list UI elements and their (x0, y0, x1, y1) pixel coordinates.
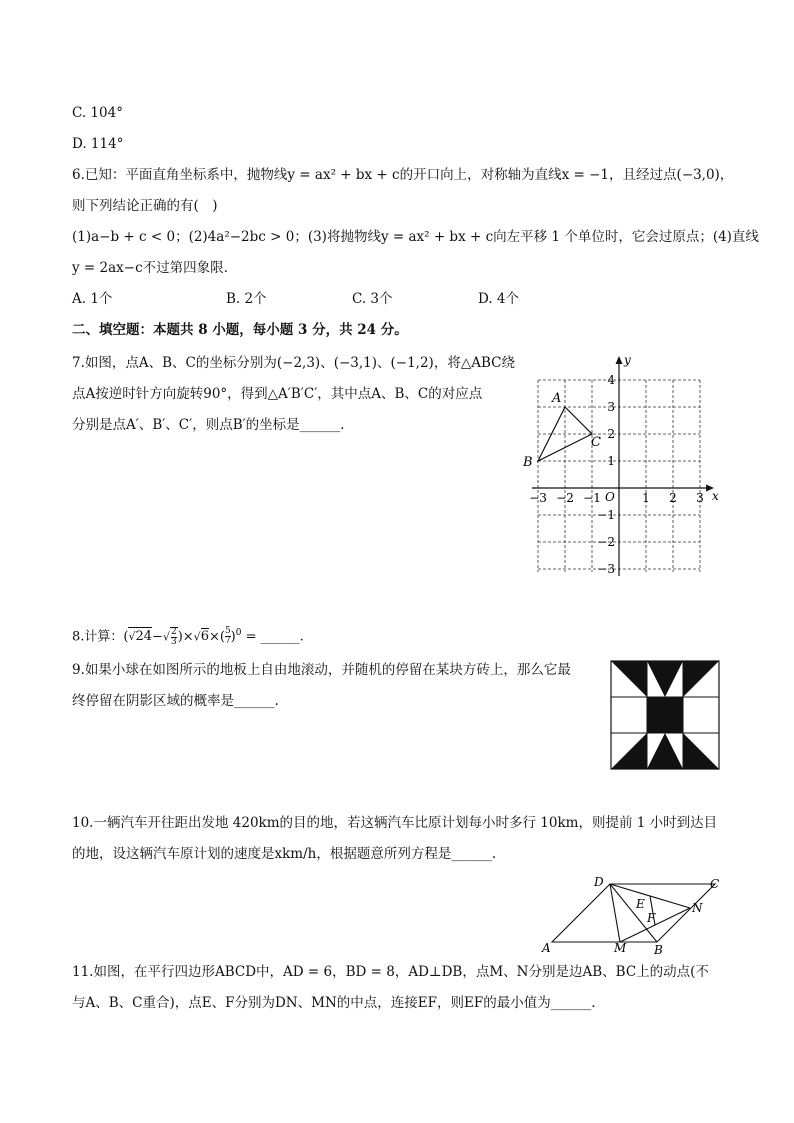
label-f: F (647, 911, 656, 925)
y-tick-label: −1 (597, 508, 615, 522)
q8-mid: )× (177, 629, 194, 645)
y-tick-label: 3 (607, 400, 615, 414)
q6-line1: 6.已知：平面直角坐标系中，抛物线y = ax² + bx + c的开口向上，对称轴为直线x = −1，且经过点(−3,0)， (72, 167, 734, 183)
option-c-prev: C. 104° (72, 105, 123, 121)
x-tick-label: 1 (642, 491, 650, 505)
point-b-label: B (523, 455, 533, 470)
q11-line1: 11.如图，在平行四边形ABCD中，AD = 6，BD = 8，AD⊥DB，点M、N分别是边AB、BC上的动点(不 (72, 964, 709, 980)
q6-line3: (1)a−b + c < 0；(2)4a²−2bc > 0；(3)将抛物线y = ax² + bx + c向左平移 1 个单位时，它会过原点；(4)直线 (72, 229, 759, 245)
power-numerator: 5 (224, 626, 231, 637)
x-axis-label: x (712, 489, 719, 503)
q6-option-b: B. 2个 (226, 291, 267, 307)
y-tick-label: 1 (607, 454, 615, 468)
y-tick-label: 2 (607, 427, 615, 441)
x-tick-label: 3 (696, 491, 704, 505)
x-tick-label: −1 (583, 491, 601, 505)
q7-line2: 点A按逆时针方向旋转90°，得到△A′B′C′，其中点A、B、C的对应点 (72, 386, 483, 402)
sqrt-24: √24 (128, 629, 153, 645)
q8-power: 0 (235, 628, 242, 638)
sqrt-24-value: 24 (135, 629, 153, 645)
q9-tile-floor (610, 660, 722, 772)
y-tick-label: 4 (607, 373, 615, 387)
q8-equals: = ______. (241, 629, 304, 645)
q7-line1: 7.如图，点A、B、C的坐标分别为(−2,3)、(−3,1)、(−1,2)，将△ABC绕 (72, 355, 515, 371)
q6-line4: y = 2ax−c不过第四象限. (72, 260, 228, 276)
q6-option-a: A. 1个 (72, 291, 113, 307)
y-axis-label: y (624, 353, 631, 367)
q6-option-c: C. 3个 (352, 291, 393, 307)
q9-line2: 终停留在阴影区域的概率是______. (72, 693, 279, 709)
q10-line1: 10.一辆汽车开往距出发地 420km的目的地，若这辆汽车比原计划每小时多行 10km，则提前 1 小时到达目 (72, 815, 718, 831)
q8-prefix: 8.计算：( (72, 629, 129, 645)
power-denominator: 7 (224, 636, 231, 647)
y-tick-label: −2 (597, 535, 615, 549)
q9-line1: 9.如果小球在如图所示的地板上自由地滚动，并随机的停留在某块方砖上，那么它最 (72, 662, 571, 678)
section-heading: 二、填空题：本题共 8 小题，每小题 3 分，共 24 分。 (72, 322, 408, 338)
segment-dm (610, 884, 620, 942)
point-c-label: C (591, 435, 601, 450)
label-e: E (636, 897, 645, 911)
q8-times: ×( (208, 629, 225, 645)
label-m: M (614, 941, 627, 955)
sqrt-6-value: 6 (200, 629, 209, 645)
fraction-numerator: 2 (170, 626, 177, 637)
sqrt-fraction (170, 627, 178, 647)
label-c: C (710, 877, 720, 891)
origin-label: O (605, 490, 615, 504)
point-a-label: A (552, 391, 562, 406)
x-tick-label: 2 (669, 491, 677, 505)
y-axis-arrow (616, 356, 623, 364)
q6-option-d: D. 4个 (478, 291, 520, 307)
label-b: B (654, 943, 663, 956)
q7-line3: 分别是点A′、B′、C′，则点B′的坐标是______. (72, 417, 345, 433)
x-tick-label: −2 (556, 491, 574, 505)
shaded-center (647, 697, 683, 733)
q10-line2: 的地，设这辆汽车原计划的速度是xkm/h，根据题意所列方程是______. (72, 846, 497, 862)
q8-line: 8.计算：(√24−√ $\frac{2}{3}$ )×√6×( $\frac{5}{7}$ )$^0$ = ______. (72, 626, 304, 647)
y-tick-label: −3 (597, 562, 615, 576)
fraction-denominator: 3 (170, 636, 177, 647)
q7-coordinate-graph (518, 350, 728, 582)
q6-options (72, 290, 532, 308)
label-d: D (594, 875, 604, 889)
option-d-prev: D. 114° (72, 136, 124, 152)
q11-parallelogram-figure (540, 872, 730, 956)
q11-line2: 与A、B、C重合)，点E、F分别为DN、MN的中点，连接EF，则EF的最小值为______. (72, 995, 596, 1011)
q6-line2: 则下列结论正确的有( ) (72, 198, 218, 214)
q8-minus: − (152, 629, 163, 645)
q8-close: ) (230, 629, 236, 645)
label-a: A (542, 941, 551, 955)
label-n: N (692, 901, 703, 915)
x-tick-label: −3 (529, 491, 547, 505)
